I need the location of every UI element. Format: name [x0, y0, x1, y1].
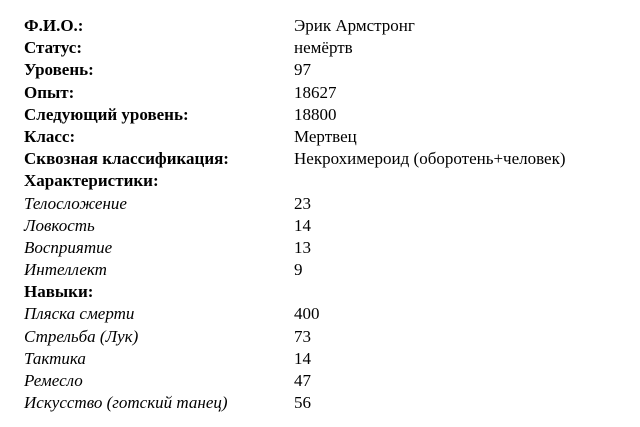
skill-label: Ремесло: [24, 371, 83, 390]
exp-label: Опыт:: [24, 82, 75, 102]
characteristic-row: [24, 259, 624, 281]
level-row: [24, 59, 624, 81]
skill-label: Тактика: [24, 348, 86, 368]
skill-row: [24, 392, 624, 414]
next-level-label: Следующий уровень:: [24, 104, 189, 124]
characteristic-row: [24, 215, 624, 237]
status-value: немёртв: [294, 38, 353, 58]
characteristics-header: Характеристики:: [24, 171, 159, 191]
cross-class-label: Сквозная классификация:: [24, 149, 229, 169]
skill-row: [24, 303, 624, 325]
skill-row: [24, 326, 624, 348]
skill-row: [24, 348, 624, 370]
class-label: Класс:: [24, 126, 76, 146]
cross-class-row: [24, 148, 624, 170]
class-row: [24, 126, 624, 148]
skills-header: Навыки:: [24, 282, 94, 302]
next-level-value: 18800: [294, 104, 337, 124]
character-sheet: [24, 15, 624, 414]
name-value: Эрик Армстронг: [294, 16, 415, 35]
characteristic-label: Ловкость: [24, 215, 95, 235]
characteristic-value: 23: [294, 193, 311, 213]
class-value: Мертвец: [294, 126, 357, 146]
exp-row: [24, 82, 624, 104]
characteristic-value: 13: [294, 237, 311, 257]
skills-header-row: [24, 281, 624, 303]
skill-value: 400: [294, 304, 320, 324]
characteristic-label: Интеллект: [24, 260, 107, 280]
level-value: 97: [294, 60, 311, 80]
skill-value: 14: [294, 348, 311, 368]
characteristic-row: [24, 193, 624, 215]
name-row: [24, 15, 624, 37]
characteristic-row: [24, 237, 624, 259]
skill-value: 56: [294, 393, 311, 413]
skill-value: 47: [294, 371, 311, 390]
skill-label: Пляска смерти: [24, 304, 135, 324]
skill-row: [24, 370, 624, 392]
exp-value: 18627: [294, 82, 337, 102]
characteristic-label: Восприятие: [24, 237, 113, 257]
status-label: Статус:: [24, 38, 82, 58]
level-label: Уровень:: [24, 60, 94, 80]
characteristic-value: 14: [294, 215, 311, 235]
next-level-row: [24, 104, 624, 126]
characteristic-label: Телосложение: [24, 193, 127, 213]
name-label: Ф.И.О.:: [24, 16, 84, 35]
status-row: [24, 37, 624, 59]
skill-value: 73: [294, 326, 311, 346]
skill-label: Стрельба (Лук): [24, 326, 139, 346]
characteristics-header-row: [24, 170, 624, 192]
skill-label: Искусство (готский танец): [24, 393, 228, 413]
characteristic-value: 9: [294, 260, 303, 280]
cross-class-value: Некрохимероид (оборотень+человек): [294, 149, 566, 169]
